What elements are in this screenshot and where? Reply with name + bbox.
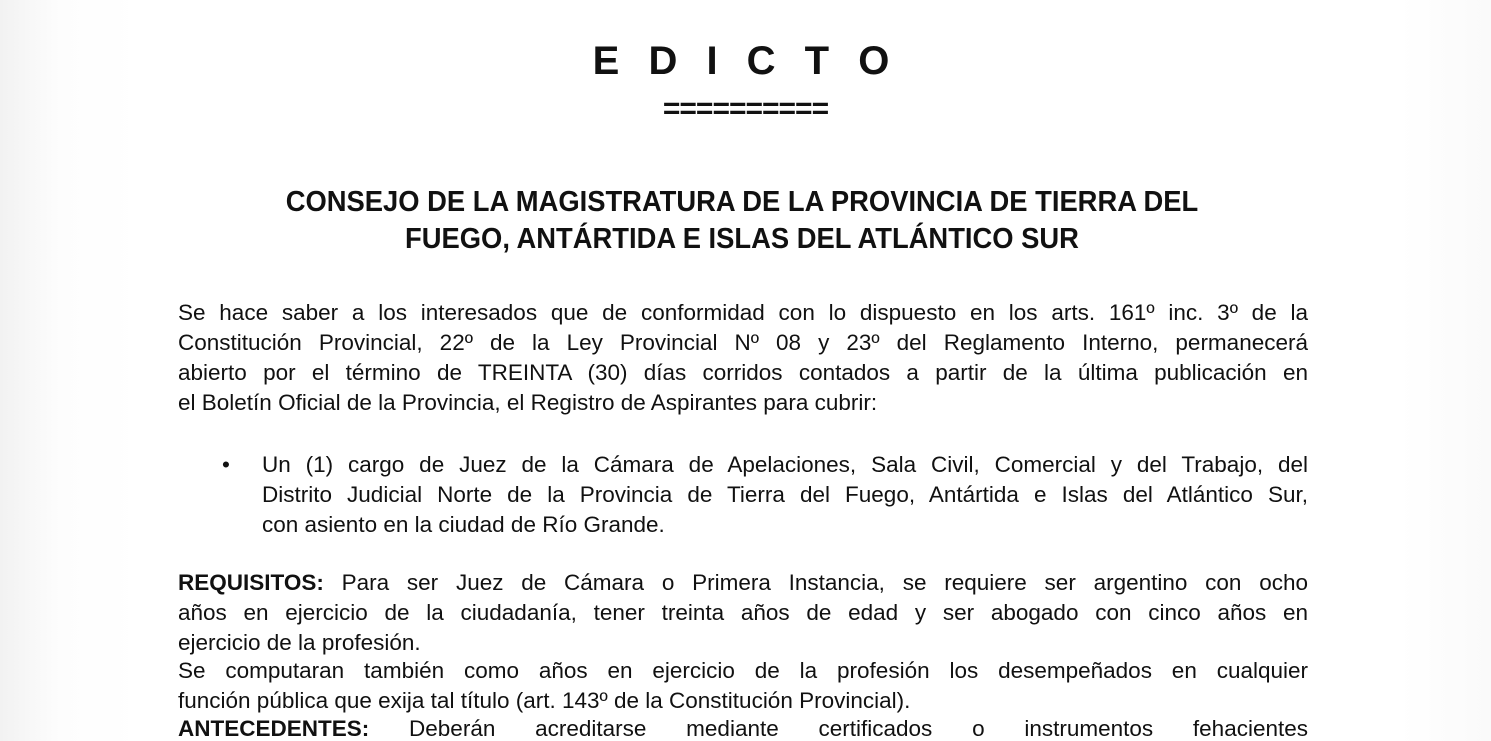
computo-line-2: función pública que exija tal título (art. 143º de la Constitución Provincial). (178, 688, 911, 713)
antecedentes-paragraph (178, 714, 1308, 741)
requisitos-line-2: años en ejercicio de la ciudadanía, tener treinta años de edad y ser abogado con cinco años en (178, 600, 1308, 625)
document-title: E D I C T O (592, 39, 899, 83)
requisitos-paragraph (178, 568, 1308, 658)
intro-paragraph (178, 298, 1308, 418)
intro-line-1: Se hace saber a los interesados que de conformidad con lo dispuesto en los arts. 161º inc. 3º de la (178, 300, 1308, 325)
requisitos-label: REQUISITOS: (178, 570, 324, 595)
antecedentes-line-1 (178, 714, 1308, 741)
requisitos-text-1: Para ser Juez de Cámara o Primera Instancia, se requiere ser argentino con ocho (323, 570, 1308, 595)
position-description (262, 450, 1308, 540)
position-line-2: Distrito Judicial Norte de la Provincia de Tierra del Fuego, Antártida e Islas del Atlántico Sur, (262, 482, 1308, 507)
intro-line-3: abierto por el término de TREINTA (30) días corridos contados a partir de la última publicación en (178, 360, 1308, 385)
bullet-icon: • (222, 452, 230, 477)
position-line-1: Un (1) cargo de Juez de la Cámara de Apelaciones, Sala Civil, Comercial y del Trabajo, del (262, 452, 1308, 477)
antecedentes-label: ANTECEDENTES: (178, 716, 370, 741)
requisitos-line-3: ejercicio de la profesión. (178, 630, 421, 655)
intro-line-4: el Boletín Oficial de la Provincia, el Registro de Aspirantes para cubrir: (178, 390, 878, 415)
heading-line-1: CONSEJO DE LA MAGISTRATURA DE LA PROVINCIA DE TIERRA DEL (285, 186, 1199, 218)
antecedentes-text: Deberán acreditarse mediante certificados o instrumentos fehacientes (369, 716, 1308, 741)
computo-line-1: Se computaran también como años en ejercicio de la profesión los desempeñados en cualquier (178, 658, 1308, 683)
requisitos-line-1 (178, 568, 1308, 598)
institution-heading (193, 184, 1291, 258)
heading-line-2: FUEGO, ANTÁRTIDA E ISLAS DEL ATLÁNTICO SUR (405, 223, 1079, 255)
intro-line-2: Constitución Provincial, 22º de la Ley Provincial Nº 08 y 23º del Reglamento Interno, permanecerá (178, 330, 1308, 355)
position-line-3: con asiento en la ciudad de Río Grande. (262, 512, 665, 537)
title-underline: ========== (662, 92, 829, 125)
computo-paragraph (178, 656, 1308, 716)
